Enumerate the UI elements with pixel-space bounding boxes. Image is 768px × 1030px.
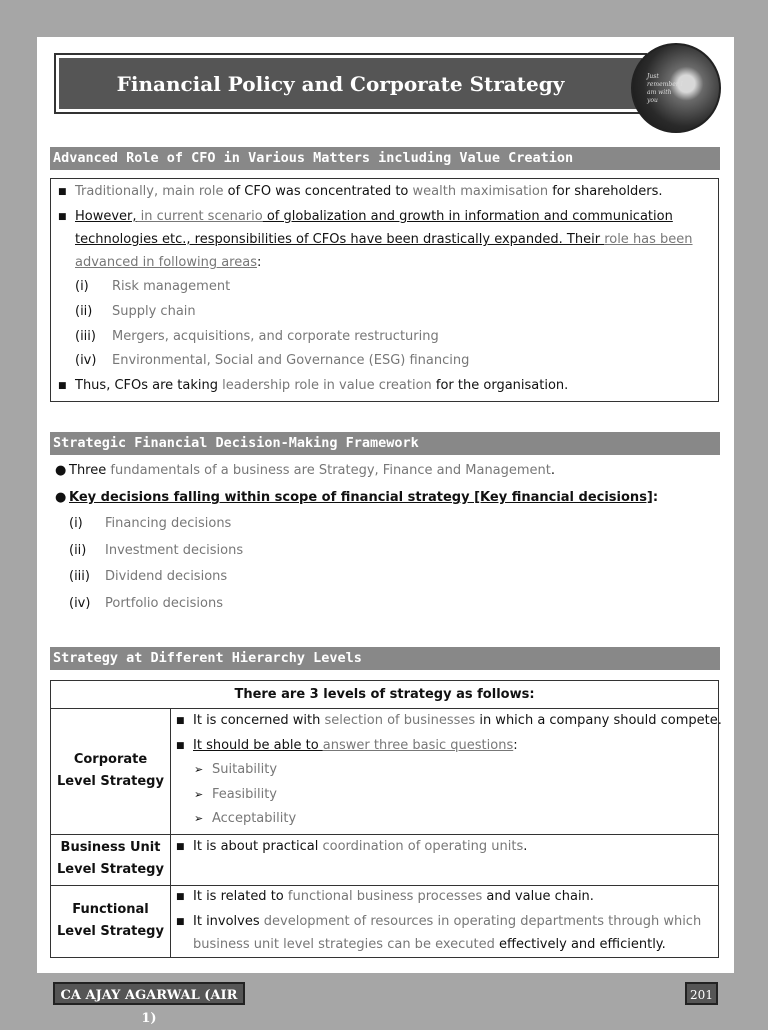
area-number: (iii) [75, 329, 96, 344]
cfo-bullet-1: Traditionally, main role of CFO was concentrated to wealth maximisation for shareholders. [75, 184, 663, 199]
bullet-icon: ■ [176, 892, 185, 902]
section-header-hierarchy: Strategy at Different Hierarchy Levels [50, 647, 720, 670]
bullet-icon: ● [55, 490, 67, 505]
decision-number: (iv) [69, 596, 91, 611]
bullet-icon: ■ [58, 381, 67, 391]
question-item: Suitability [212, 762, 278, 777]
area-item: Risk management [112, 279, 231, 294]
area-item: Supply chain [112, 304, 196, 319]
arrow-bullet-icon: ➢ [194, 812, 204, 825]
decision-number: (i) [69, 516, 83, 531]
functional-bullet-1: It is related to functional business processes and value chain. [193, 889, 594, 904]
business-bullet-1: It is about practical coordination of operating units. [193, 839, 528, 854]
section-header-framework: Strategic Financial Decision-Making Framework [50, 432, 720, 455]
decision-item: Financing decisions [105, 516, 232, 531]
page-title: Financial Policy and Corporate Strategy [116, 71, 565, 96]
cfo-bullet-3: Thus, CFOs are taking leadership role in value creation for the organisation. [75, 378, 569, 393]
decision-item: Dividend decisions [105, 569, 228, 584]
framework-bullet-2: Key decisions falling within scope of financial strategy [Key financial decisions]: [69, 490, 659, 505]
area-item: Environmental, Social and Governance (ESG) financing [112, 353, 470, 368]
bullet-icon: ■ [176, 741, 185, 751]
bullet-icon: ■ [58, 187, 67, 197]
decision-number: (iii) [69, 569, 90, 584]
framework-bullet-1: Three fundamentals of a business are Strategy, Finance and Management. [69, 463, 556, 478]
question-item: Acceptability [212, 811, 297, 826]
arrow-bullet-icon: ➢ [194, 788, 204, 801]
bullet-icon: ● [55, 463, 67, 478]
functional-bullet-2-line-2: business unit level strategies can be executed effectively and efficiently. [193, 937, 666, 952]
area-number: (iv) [75, 353, 97, 368]
decision-number: (ii) [69, 543, 87, 558]
logo-caption: Just remember I am with you [647, 73, 683, 104]
bullet-icon: ■ [58, 212, 67, 222]
corporate-bullet-2: It should be able to answer three basic questions: [193, 738, 518, 753]
cfo-bullet-2-line-3: advanced in following areas: [75, 255, 262, 270]
row-label-functional: Functional Level Strategy [57, 902, 164, 939]
decision-item: Portfolio decisions [105, 596, 223, 611]
row-label-business-unit: Business Unit Level Strategy [57, 840, 164, 877]
table-heading: There are 3 levels of strategy as follows: [234, 687, 535, 702]
bullet-icon: ■ [176, 917, 185, 927]
area-number: (ii) [75, 304, 93, 319]
cfo-bullet-2-line-2: technologies etc., responsibilities of CFOs have been drastically expanded. Their role has been [75, 232, 693, 247]
title-banner [54, 53, 647, 114]
bullet-icon: ■ [176, 842, 185, 852]
corporate-bullet-1: It is concerned with selection of businesses in which a company should compete. [193, 713, 722, 728]
bullet-icon: ■ [176, 716, 185, 726]
section-header-cfo: Advanced Role of CFO in Various Matters including Value Creation [50, 147, 720, 170]
footer-author: CA AJAY AGARWAL (AIR 1) [53, 982, 245, 1005]
cfo-bullet-2-line-1: However, in current scenario of globalization and growth in information and communication [75, 209, 673, 224]
row-label-corporate: Corporate Level Strategy [57, 752, 164, 789]
area-number: (i) [75, 279, 89, 294]
arrow-bullet-icon: ➢ [194, 763, 204, 776]
decision-item: Investment decisions [105, 543, 244, 558]
question-item: Feasibility [212, 787, 277, 802]
page-number: 201 [685, 982, 718, 1005]
area-item: Mergers, acquisitions, and corporate restructuring [112, 329, 439, 344]
logo-image [631, 43, 721, 133]
functional-bullet-2-line-1: It involves development of resources in operating departments through which [193, 914, 702, 929]
